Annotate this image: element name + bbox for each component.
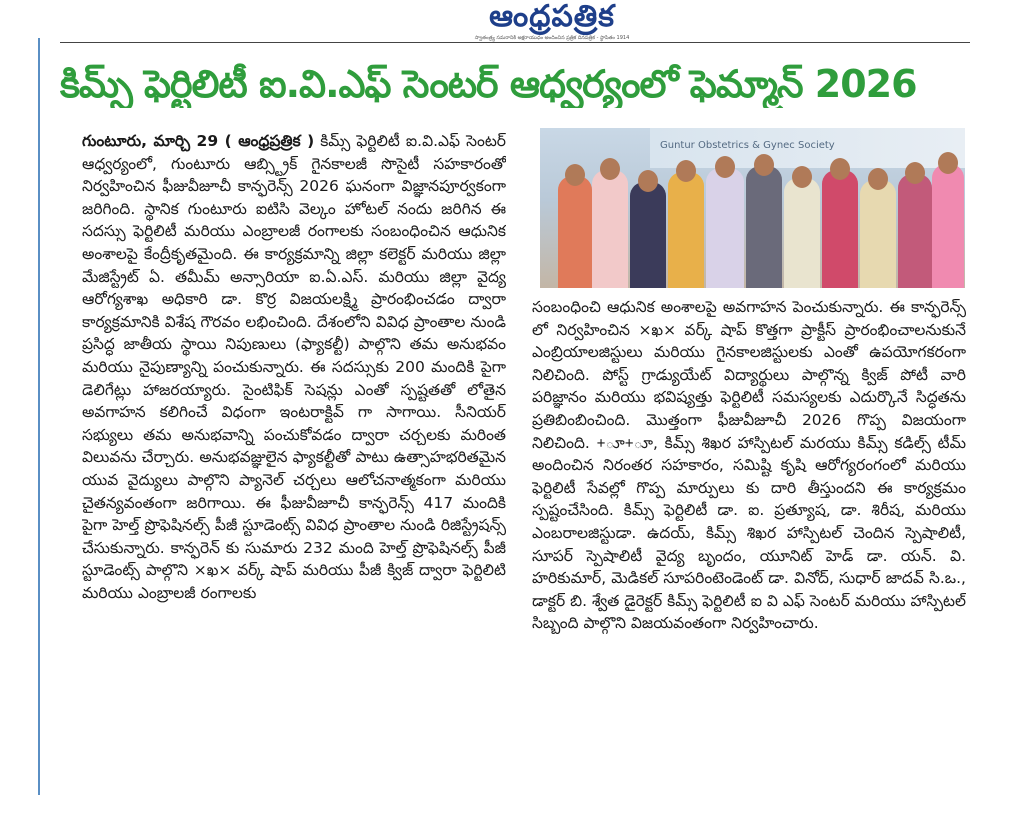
event-banner-text: Guntur Obstetrics & Gynec Society <box>660 140 835 151</box>
article-body-right: సంబంధించి ఆధునిక అంశాలపై అవగాహన పెంచుకున్నారు. ఈ కాన్ఫరెన్స్ లో నిర్వహించిన ×ఖ× వర్క్ షాప్ కొత్తగా ప్రాక్టీస్ ప్రారంభించాలనుకునే ఎంబ్రియాలజిస్టులు మరియు గైనకాలజిస్టులకు ఎంతో ఉపయోగకరంగా నిలిచింది. పోస్ట్ గ్రాడ్యుయేట్ విద్యార్థులు పాల్గొన్న క్విజ్ పోటీ వారి పరిజ్ఞానం మరియు భవిష్యత్తు ఫెర్టిలిటీ సమస్యలకు ఎదుర్కొనే సిద్ధతను ప్రతిబింబించింది. మొత్తంగా ఫీజువీజూచీ 2026 గొప్ప విజయంగా నిలిచింది. +ూ+ూ, కిమ్స్ శిఖర హాస్పిటల్ మరయు కిమ్స్ కడిల్స్ టీమ్ అందించిన నిరంతర సహకారం, సమిష్టి కృషి ఆరోగ్యరంగంలో మరియు ఫెర్టిలిటీ సేవల్లో గొప్ప మార్పులు కు దారి తీస్తుందని ఈ కార్యక్రమం స్పష్టంచేసింది. కిమ్స్ ఫెర్టిలిటీ డా. ఐ. ప్రత్యూష, డా. శిరీష, మరియు ఎంబరాలజిస్టుడా. ఉదయ్, కిమ్స్ శిఖర హాస్పిటల్ చెందిన స్పెషాలిటీ, సూపర్ స్పెషాలిటీ వైద్య బృందం, యూనిట్ హెడ్ డా. యన్. వి. హరికుమార్, మెడికల్ సూపరింటెండెంట్ డా. వినోద్, సుధార్ జాదవ్ సి.ఒ., డాక్టర్ బి. శ్వేత డైరెక్టర్ కిమ్స్ ఫెర్టిలిటీ ఐ వి ఎఫ్ సెంటర్ మరియు హాస్పిటల్ సిబ్బంది పాల్గొని విజయవంతంగా నిర్వహించారు. <box>532 298 966 633</box>
article-body-left: కిమ్స్ ఫెర్టిలిటీ ఐ.వి.ఎఫ్ సెంటర్ ఆధ్వర్యంలో, గుంటూరు ఆబ్స్ట్రిక్ గైనకాలజీ సొసైటీ సహకారంతో నిర్వహించిన ఫీజువీజూచీ కాన్ఫరెన్స్ 2026 ఘనంగా విజ్ఞానపూర్వకంగా జరిగింది. స్థానిక గుంటూరు ఐటిసి వెల్కం హోటల్ నందు జరిగిన ఈ సదస్సు ఫెర్టిలిటీ మరియు ఎంబ్రాలజీ రంగాలకు సంబంధించిన ఆధునిక అంశాలపై కేంద్రీకృతమైంది. ఈ కార్యక్రమాన్ని జిల్లా కలెక్టర్ మరియు జిల్లా మేజిస్ట్రేట్ ఏ. తమీమ్ అన్సారియా ఐ.ఏ.ఎస్. మరియు జిల్లా వైద్య ఆరోగ్యశాఖ అధికారి డా. కొర్ర విజయలక్ష్మి ప్రారంభించడం ద్వారా కార్యక్రమానికి విశేష గౌరవం లభించింది. దేశంలోని వివిధ ప్రాంతాల నుండి ప్రసిద్ధ జాతీయ స్థాయి నిపుణులు (ఫ్యాకల్టీ) పాల్గొని తమ అనుభవం మరియు నైపుణ్యాన్ని పంచుకున్నారు. ఈ సదస్సుకు 200 మందికి పైగా డెలిగేట్లు హాజరయ్యారు. సైంటిఫిక్ సెషన్లు ఎంతో స్పష్టతతో లోతైన అవగాహన కలిగించే విధంగా ఇంటరాక్టివ్ గా సాగాయి. సీనియర్ సభ్యులు తమ అనుభవాన్ని పంచుకోవడం ద్వారా చర్చలకు మరింత విలువను చేర్చారు. అనుభవజ్ఞులైన ఫ్యాకల్టీతో పాటు ఉత్సాహభరితమైన యువ వైద్యులు పాల్గొని ప్యానెల్ చర్చలు ఆలోచనాత్మకంగా మరియు చైతన్యవంతంగా జరిగాయి. ఈ ఫీజువీజూచీ కాన్ఫరెన్స్ 417 మందికి పైగా హెల్త్ ప్రొఫెషినల్స్ పీజీ స్టూడెంట్స్ వివిధ ప్రాంతాల నుండి రిజిస్ట్రేషన్స్ చేసుకున్నారు. కాన్ఫరెన్ కు సుమారు 232 మంది హెల్త్ ప్రొఫెషినల్స్ పీజీ స్టూడెంట్స్ పాల్గొని ×ఖ× వర్క్ షాప్ మరియు పీజీ క్విజ్ ద్వారా ఫెర్టిలిటి మరియు ఎంబ్రాలజీ రంగాలకు <box>82 132 506 602</box>
article-headline: కిమ్స్ ఫెర్టిలిటీ ఐ.వి.ఎఫ్ సెంటర్ ఆధ్వర్యంలో ఫెమ్మాన్ 2026 <box>60 62 917 106</box>
article-column-right <box>532 296 966 776</box>
event-photo <box>540 128 965 288</box>
column-rule <box>38 38 40 795</box>
article-column-left <box>82 130 506 780</box>
masthead <box>436 0 668 52</box>
article-dateline: గుంటూరు, మార్చి 29 ( ఆంధ్రప్రత్రిక ) <box>82 132 315 150</box>
newspaper-tagline: స్వాతంత్ర్య సమరానికి అక్షరాయుధం అందించిన ప్రత్రిక దినపత్రిక - స్థాపితం 1914 <box>474 35 630 41</box>
newspaper-logo: ఆంధ్రపత్రిక <box>489 0 615 34</box>
